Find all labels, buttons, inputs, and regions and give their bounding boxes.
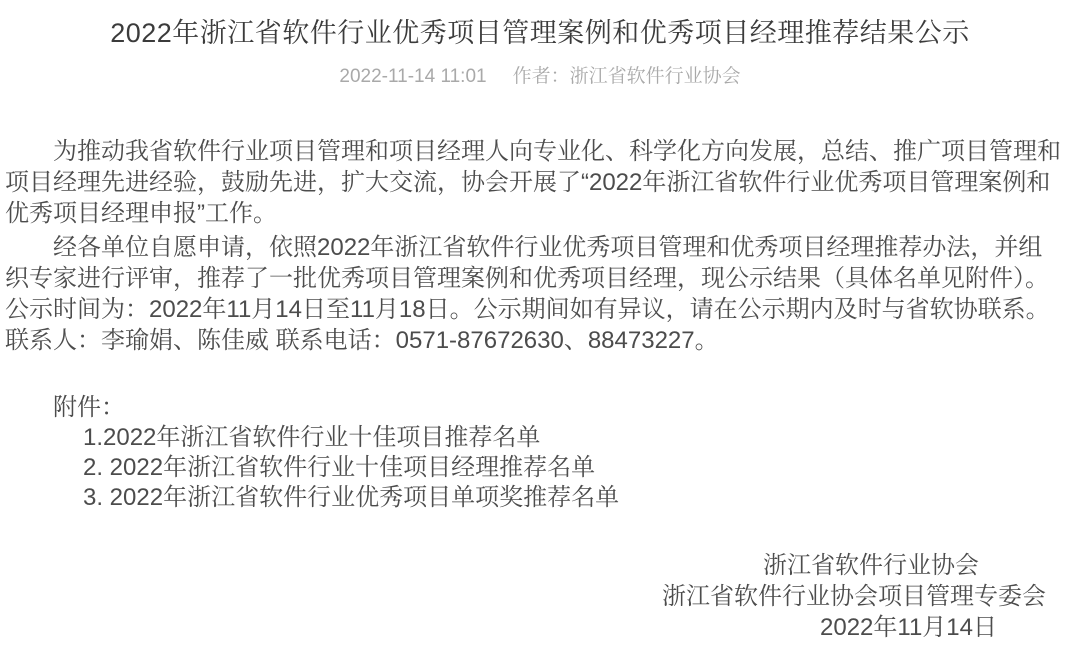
attachment-item-3: 3. 2022年浙江省软件行业优秀项目单项奖推荐名单: [83, 484, 620, 511]
signature-date: 2022年11月14日: [820, 614, 997, 641]
attachments-label: 附件：: [53, 394, 125, 421]
signature-org: 浙江省软件行业协会: [763, 552, 979, 579]
page-title: 2022年浙江省软件行业优秀项目管理案例和优秀项目经理推荐结果公示: [110, 18, 970, 48]
signature-block: [5, 550, 1064, 643]
article-body: [0, 136, 1080, 643]
paragraph-announcement: 经各单位自愿申请，依照2022年浙江省软件行业优秀项目管理和优秀项目经理推荐办法，并组织专家进行评审，推荐了一批优秀项目管理案例和优秀项目经理，现公示结果（具体名单见附件）。公示时间为：2022年11月14日至11月18日。公示期间如有异议，请在公示期内及时与省软协联系。 联系人：李瑜娟、陈佳威 联系电话：0571-87672630、88473227。: [5, 234, 1050, 354]
attachment-item-1: 1.2022年浙江省软件行业十佳项目推荐名单: [83, 424, 541, 451]
paragraph-intro: 为推动我省软件行业项目管理和项目经理人向专业化、科学化方向发展，总结、推广项目管理和项目经理先进经验，鼓励先进，扩大交流，协会开展了“2022年浙江省软件行业优秀项目管理案例和优秀项目经理申报”工作。: [5, 138, 1061, 227]
signature-committee: 浙江省软件行业协会项目管理专委会: [662, 583, 1046, 610]
publish-date: 2022-11-14 11:01: [339, 66, 487, 87]
attachment-item-2: 2. 2022年浙江省软件行业十佳项目经理推荐名单: [83, 454, 596, 481]
attachments-section: [5, 393, 1064, 513]
meta-line: [0, 66, 1080, 88]
author-label: 作者：浙江省软件行业协会: [512, 66, 741, 87]
